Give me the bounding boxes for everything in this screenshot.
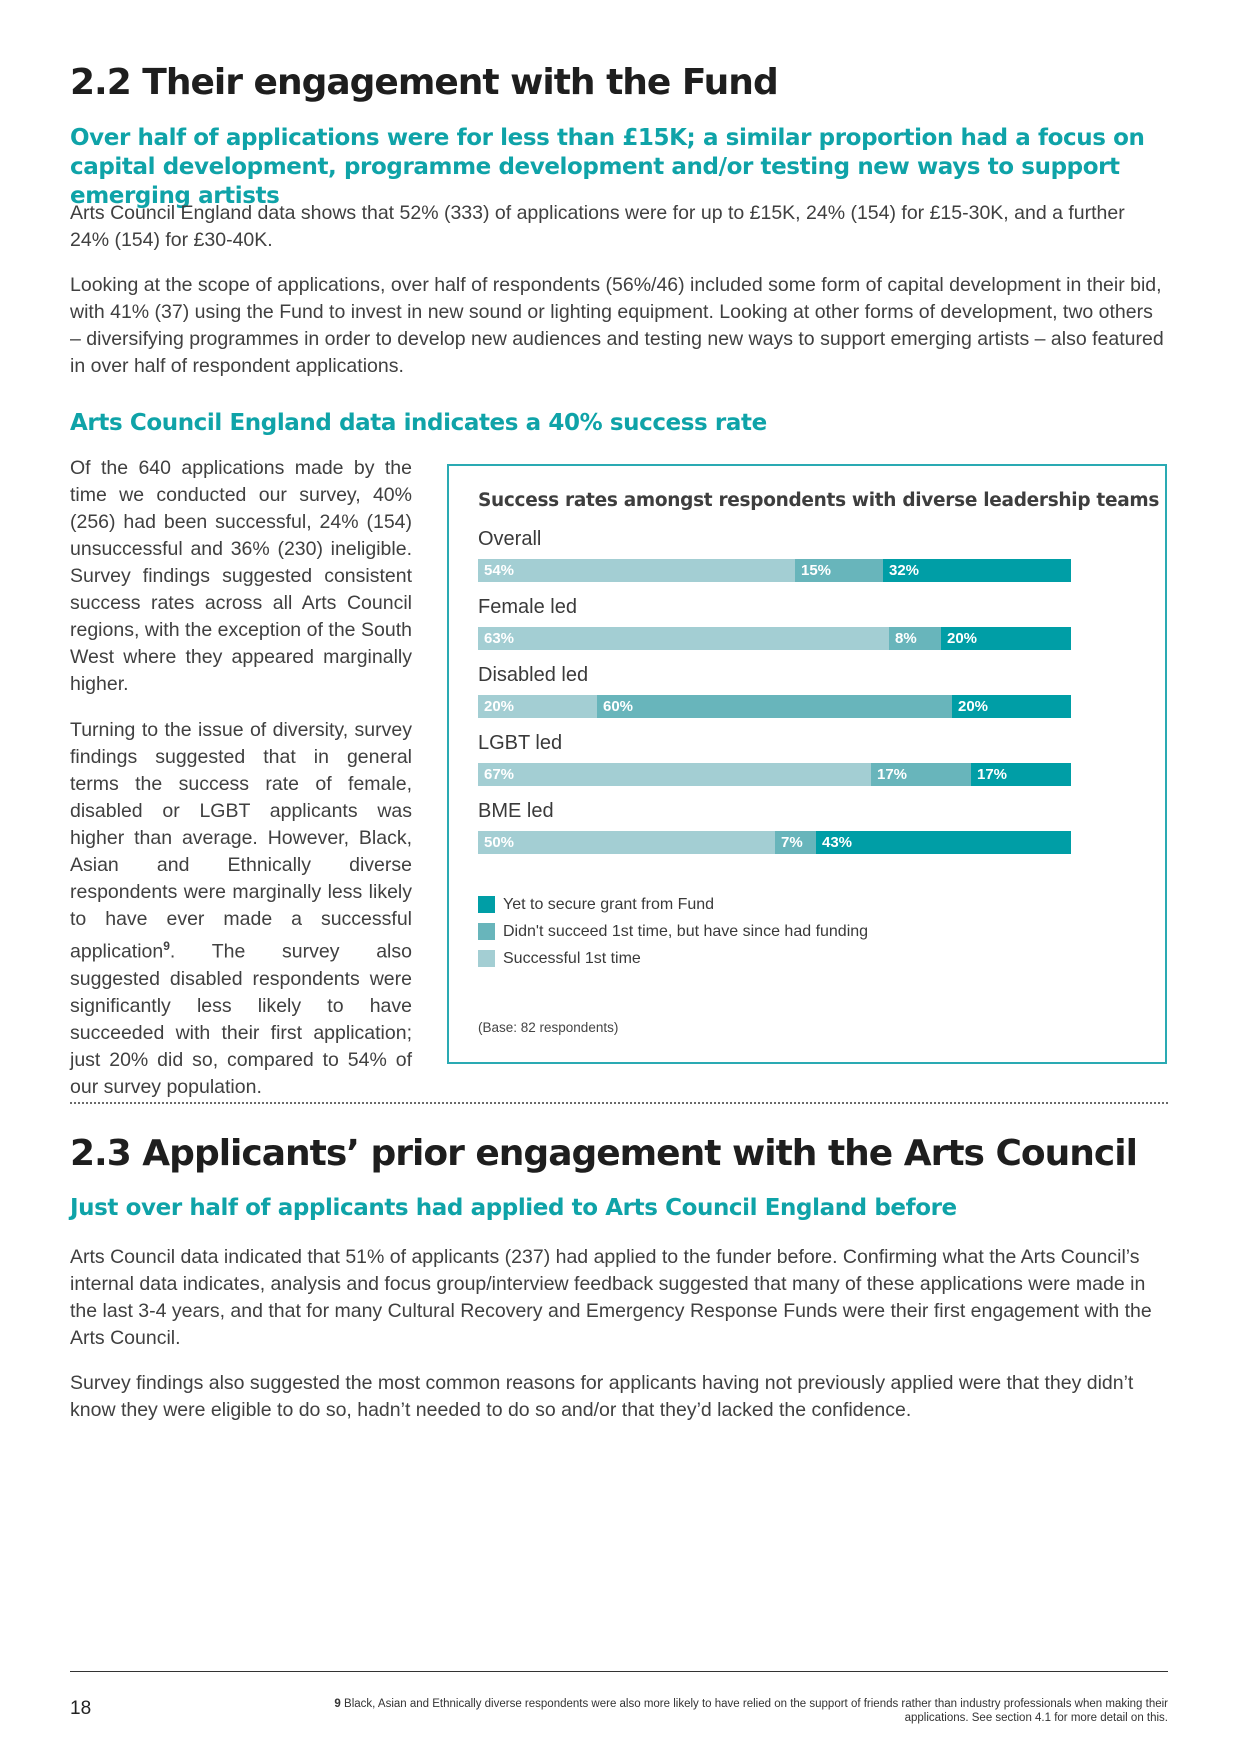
bar-female-led (478, 627, 1071, 650)
legend-label: Didn't succeed 1st time, but have since had funding (503, 923, 869, 940)
bar-segment-lgbt-led-yet-to-secure-grant-from-fund: 17% (971, 763, 1071, 786)
section-heading-2-2: 2.2 Their engagement with the Fund (70, 62, 778, 103)
section-23-subheading: Just over half of applicants had applied to Arts Council England before (70, 1195, 957, 1221)
bar-segment-lgbt-led-successful-1st-time: 67% (478, 763, 871, 786)
bar-disabled-led (478, 695, 1071, 718)
bar-segment-lgbt-led-didn-t-succeed-1st-time-but-have-since-had-funding: 17% (871, 763, 971, 786)
bar-segment-disabled-led-didn-t-succeed-1st-time-but-have-since-had-funding: 60% (597, 695, 952, 718)
legend-item-yet-to-secure-grant-from-fund (478, 896, 714, 914)
paragraph-application-values: Arts Council England data shows that 52% (333) of applications were for up to £15K, 24% (154) for £15-30K, and a further 24% (154) for £30-40K. (70, 202, 1125, 251)
category-label-bme-led: BME led (478, 800, 554, 822)
bar-segment-bme-led-yet-to-secure-grant-from-fund: 43% (816, 831, 1071, 854)
legend-label: Successful 1st time (503, 950, 641, 967)
paragraph-application-scope: Looking at the scope of applications, over half of respondents (56%/46) included some form of capital development in their bid, with 41% (37) using the Fund to invest in new sound or lighting equipment. Looking at other forms of development, two others – diversifying programmes in order to develop new audiences and testing new ways to support emerging artists – also featured in over half of respondent applications. (70, 274, 1164, 377)
chart-box (447, 464, 1167, 1064)
page-number: 18 (70, 1698, 92, 1719)
paragraph-diversity (70, 717, 412, 1101)
bar-segment-disabled-led-successful-1st-time: 20% (478, 695, 597, 718)
footnote-ref[interactable]: 9 (163, 939, 170, 953)
bar-segment-female-led-successful-1st-time: 63% (478, 627, 889, 650)
legend-item-didn-t-succeed-1st-time-but-have-since-had-funding (478, 923, 868, 941)
chart-base-note: (Base: 82 respondents) (478, 1020, 619, 1035)
bar-segment-bme-led-successful-1st-time: 50% (478, 831, 775, 854)
footer-rule (70, 1671, 1168, 1672)
bar-segment-bme-led-didn-t-succeed-1st-time-but-have-since-had-funding: 7% (775, 831, 816, 854)
chart-title: Success rates amongst respondents with diverse leadership teams (478, 490, 1160, 511)
legend-swatch (478, 950, 495, 967)
bar-lgbt-led (478, 763, 1071, 786)
footnote (300, 1697, 1168, 1725)
footnote-text: Black, Asian and Ethnically diverse respondents were also more likely to have relied on the support of friends rather than industry professionals when making their applications. See section 4.1 for more detail on this. (340, 1698, 1168, 1724)
bar-segment-overall-successful-1st-time: 54% (478, 559, 795, 582)
section-subheading: Over half of applications were for less than £15K; a similar proportion had a focus on capital development, programme development and/or testing new ways to support emerging artists (70, 125, 1145, 209)
legend-item-successful-1st-time (478, 950, 641, 968)
bar-segment-overall-didn-t-succeed-1st-time-but-have-since-had-funding: 15% (795, 559, 883, 582)
paragraph-reasons-not-applied: Survey findings also suggested the most common reasons for applicants having not previously applied were that they didn’t know they were eligible to do so, hadn’t needed to do so and/or that they’d lacked the confidence. (70, 1372, 1134, 1421)
legend-swatch (478, 923, 495, 940)
bar-segment-female-led-didn-t-succeed-1st-time-but-have-since-had-funding: 8% (889, 627, 941, 650)
paragraph-diversity-text-b: . The survey also suggested disabled respondents were significantly less likely to have succeeded with their first application; just 20% did so, compared to 54% of our survey population. (70, 940, 412, 1098)
section-heading-2-3: 2.3 Applicants’ prior engagement with the Arts Council (70, 1133, 1137, 1174)
paragraph-success-rate: Of the 640 applications made by the time we conducted our survey, 40% (256) had been successful, 24% (154) unsuccessful and 36% (230) ineligible. Survey findings suggested consistent success rates across all Arts Council regions, with the exception of the South West where they appeared marginally higher. (70, 457, 412, 695)
category-label-disabled-led: Disabled led (478, 664, 589, 686)
bar-segment-disabled-led-yet-to-secure-grant-from-fund: 20% (952, 695, 1071, 718)
footnote-number: 9 (334, 1698, 341, 1710)
bar-segment-female-led-yet-to-secure-grant-from-fund: 20% (941, 627, 1071, 650)
category-label-lgbt-led: LGBT led (478, 732, 563, 754)
bar-bme-led (478, 831, 1071, 854)
paragraph-prior-applications: Arts Council data indicated that 51% of applicants (237) had applied to the funder before. Confirming what the Arts Council’s internal data indicates, analysis and focus group/interview feedback suggested that many of these applications were made in the last 3-4 years, and that for many Cultural Recovery and Emergency Response Funds were their first engagement with the Arts Council. (70, 1246, 1152, 1349)
legend-swatch (478, 896, 495, 913)
bar-segment-overall-yet-to-secure-grant-from-fund: 32% (883, 559, 1071, 582)
success-rate-subheading: Arts Council England data indicates a 40% success rate (70, 410, 767, 436)
category-label-overall: Overall (478, 528, 542, 550)
legend-label: Yet to secure grant from Fund (503, 896, 715, 913)
bar-overall (478, 559, 1071, 582)
section-divider (70, 1102, 1168, 1104)
paragraph-diversity-text-a: Turning to the issue of diversity, survey findings suggested that in general terms the success rate of female, disabled or LGBT applicants was higher than average. However, Black, Asian and Ethnically diverse respondents were marginally less likely to have ever made a successful application (70, 719, 412, 963)
category-label-female-led: Female led (478, 596, 577, 618)
